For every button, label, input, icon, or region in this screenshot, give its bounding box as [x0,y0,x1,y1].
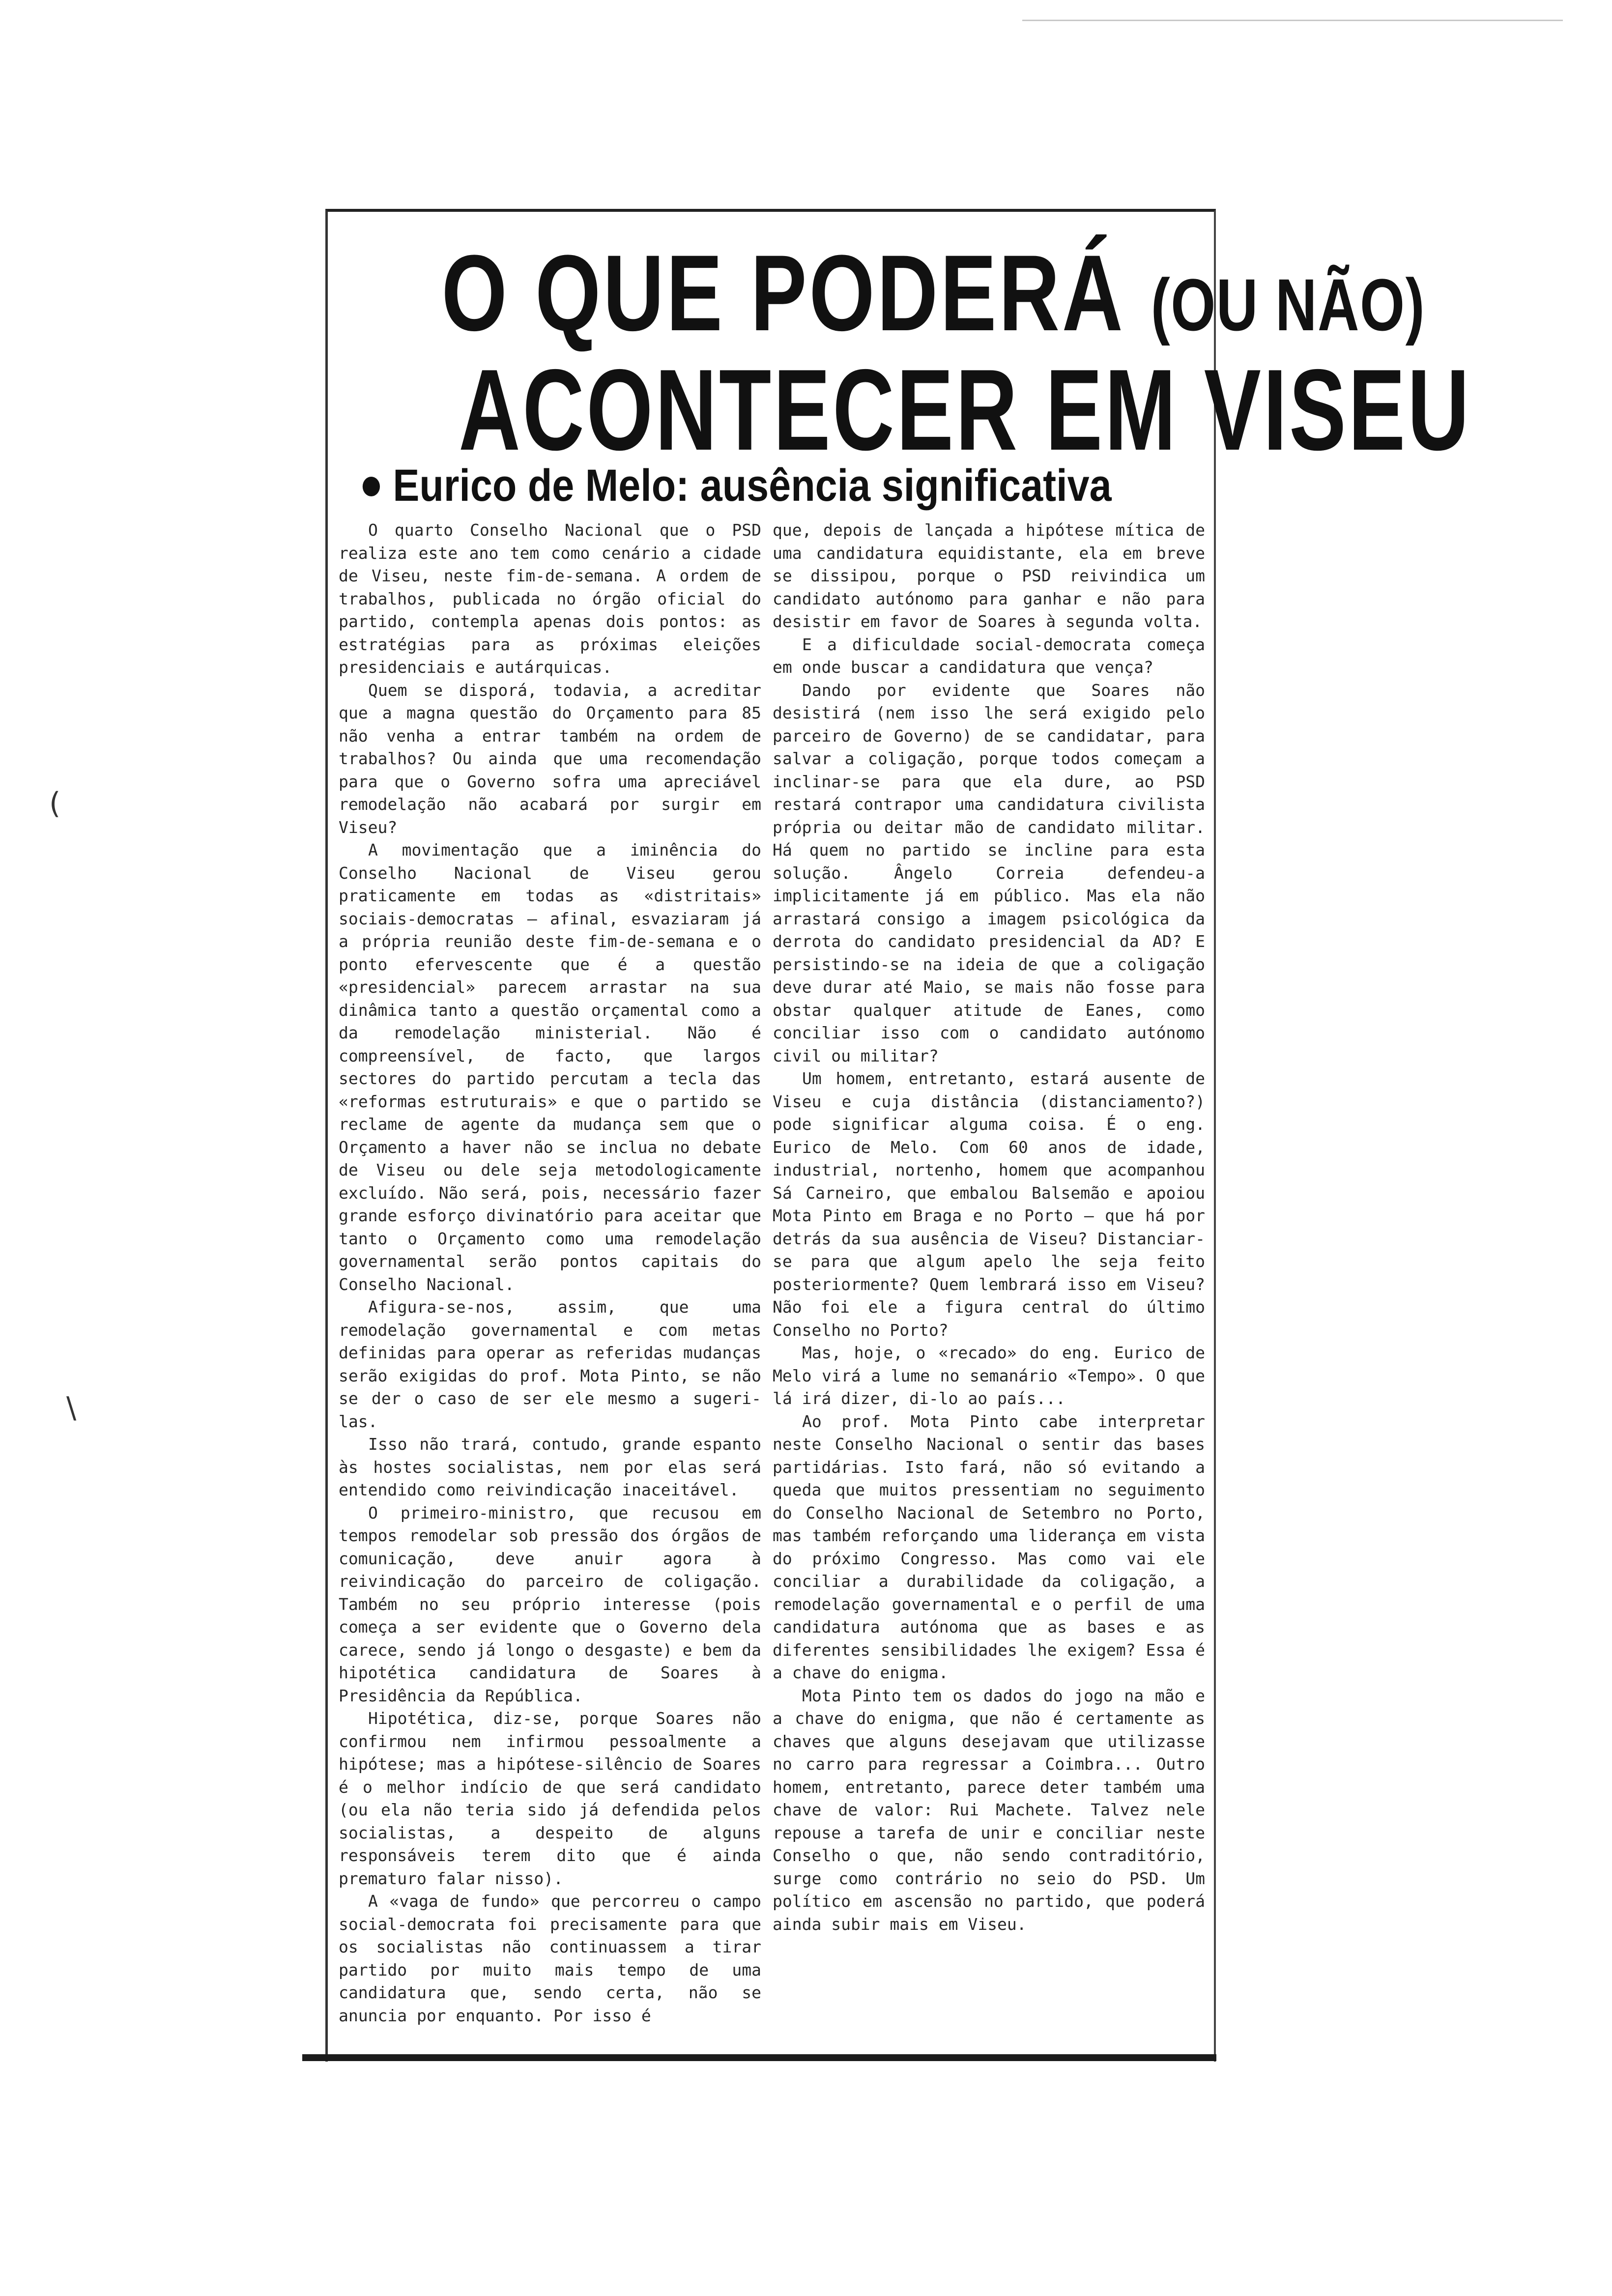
headline-parenthetical: (OU NÃO) [1151,263,1426,346]
paragraph: Quem se disporá, todavia, a acreditar que a magna questão do Orçamento para 85 não venha a entrar também na ordem de trabalhos? Ou ainda que uma recomendação para que o Governo sofra uma apreciável remodelação não acabará por surgir em Viseu? [339,680,761,837]
scan-mark-left: ( [49,786,61,821]
scan-mark-left-lower: \ [66,1391,77,1425]
subheadline [347,460,1112,512]
paragraph: O primeiro-ministro, que recusou em tempos remodelar sob pressão dos órgãos de comunicação, deve anuir agora à reivindicação do parceiro de coligação. Também no seu próprio interesse (pois começa a ser evidente que o Governo dela carece, sendo já longo o desgaste) e bem da hipotética candidatura de Soares à Presidência da República. [339,1503,761,1705]
paragraph: Mas, hoje, o «recado» do eng. Eurico de Melo virá a lume no semanário «Tempo». O que lá irá dizer, di-lo ao país... [773,1343,1205,1408]
clipping-bottom-rule [302,2054,1216,2061]
newspaper-clipping [325,209,1471,2062]
paragraph: Mota Pinto tem os dados do jogo na mão e a chave do enigma, que não é certamente as chaves que alguns desejavam que utilizasse no carro para regressar a Coimbra... Outro homem, entretanto, parece deter também uma chave de valor: Rui Machete. Talvez nele repouse a tarefa de unir e conciliar neste Conselho o que, não sendo contraditório, surge como contrário no seio do PSD. Um político em ascensão no partido, que poderá ainda subir mais em Viseu. [773,1686,1205,1934]
headline-line-2: ACONTECER EM VISEU [459,345,1471,474]
paragraph: A movimentação que a iminência do Conselho Nacional de Viseu gerou praticamente em todas as «distritais» sociais-democratas — afinal, esvaziaram já a própria reunião deste fim-de-semana e o ponto efervescente que é a questão «presidencial» parecem arrastar na sua dinâmica tanto a questão orçamental como a da remodelação ministerial. Não é compreensível, de facto, que largos sectores do partido percutam a tecla das «reformas estruturais» e que o partido se reclame de agente da mudança sem que o Orçamento a haver não se inclua no debate de Viseu ou dele seja metodologicamente excluído. Não será, pois, necessário fazer grande esforço divinatório para aceitar que tanto o Orçamento como uma remodelação governamental serão pontos capitais do Conselho Nacional. [339,840,761,1294]
subheadline-text: Eurico de Melo: ausência significativa [393,460,1112,511]
bullet-icon [363,477,380,496]
headline-line-1 [441,232,1426,353]
paragraph: Ao prof. Mota Pinto cabe interpretar neste Conselho Nacional o sentir das bases partidárias. Isto fará, não só evitando a queda que muitos pressentiam no seguimento do Conselho Nacional de Setembro no Porto, mas também reforçando uma liderança em vista do próximo Congresso. Mas como vai ele conciliar a durabilidade da coligação, a remodelação governamental e o perfil de uma candidatura autónoma que as bases e as diferentes sensibilidades lhe exigem? Essa é a chave do enigma. [773,1411,1205,1682]
paragraph: O quarto Conselho Nacional que o PSD realiza este ano tem como cenário a cidade de Viseu, neste fim-de-semana. A ordem de trabalhos, publicada no órgão oficial do partido, contempla apenas dois pontos: as estratégias para as próximas eleições presidenciais e autárquicas. [339,520,761,677]
paragraph: Um homem, entretanto, estará ausente de Viseu e cuja distância (distanciamento?) pode significar alguma coisa. É o eng. Eurico de Melo. Com 60 anos de idade, industrial, nortenho, homem que acompanhou Sá Carneiro, que embalou Balsemão e apoiou Mota Pinto em Braga e no Porto — que há por detrás da sua ausência de Viseu? Distanciar-se para que algum apelo lhe seja feito posteriormente? Quem lembrará isso em Viseu? Não foi ele a figura central do último Conselho no Porto? [773,1069,1205,1340]
paragraph: E a dificuldade social-democrata começa em onde buscar a candidatura que vença? [773,634,1205,677]
paragraph: que, depois de lançada a hipótese mítica de uma candidatura equidistante, ela em breve se dissipou, porque o PSD reivindica um candidato autónomo para ganhar e não para desistir em favor de Soares à segunda volta. [773,520,1205,631]
article-column-left [339,519,761,2062]
headline-main-text: O QUE PODERÁ [441,232,1125,353]
paragraph: Afigura-se-nos, assim, que uma remodelação governamental e com metas definidas para operar as referidas mudanças serão exigidas do prof. Mota Pinto, se não se der o caso de ser ele mesmo a sugeri-las. [339,1297,761,1431]
scan-edge-line [1022,20,1563,21]
paragraph: Hipotética, diz-se, porque Soares não confirmou nem infirmou pessoalmente a hipótese; mas a hipótese-silêncio de Soares é o melhor indício de que será candidato (ou ela não teria sido já defendida pelos socialistas, a despeito de alguns responsáveis terem dito que é ainda prematuro falar nisso). [339,1709,761,1888]
article-column-right [773,519,1205,2062]
paragraph: Dando por evidente que Soares não desistirá (nem isso lhe será exigido pelo parceiro de Governo) de se candidatar, para salvar a coligação, porque todos começam a inclinar-se para que ela dure, ao PSD restará contrapor uma candidatura civilista própria ou deitar mão de candidato militar. Há quem no partido se incline para esta solução. Ângelo Correia defendeu-a implicitamente já em público. Mas ela não arrastará consigo a imagem psicológica da derrota do candidato presidencial da AD? E persistindo-se na ideia de que a coligação deve durar até Maio, se mais não fosse para obstar qualquer atitude de Eanes, como conciliar isso com o candidato autónomo civil ou militar? [773,680,1205,1065]
paragraph: A «vaga de fundo» que percorreu o campo social-democrata foi precisamente para que os socialistas não continuassem a tirar partido por muito mais tempo de uma candidatura que, sendo certa, não se anuncia por enquanto. Por isso é [339,1892,761,2025]
paragraph: Isso não trará, contudo, grande espanto às hostes socialistas, nem por elas será entendido como reivindicação inaceitável. [339,1435,761,1499]
